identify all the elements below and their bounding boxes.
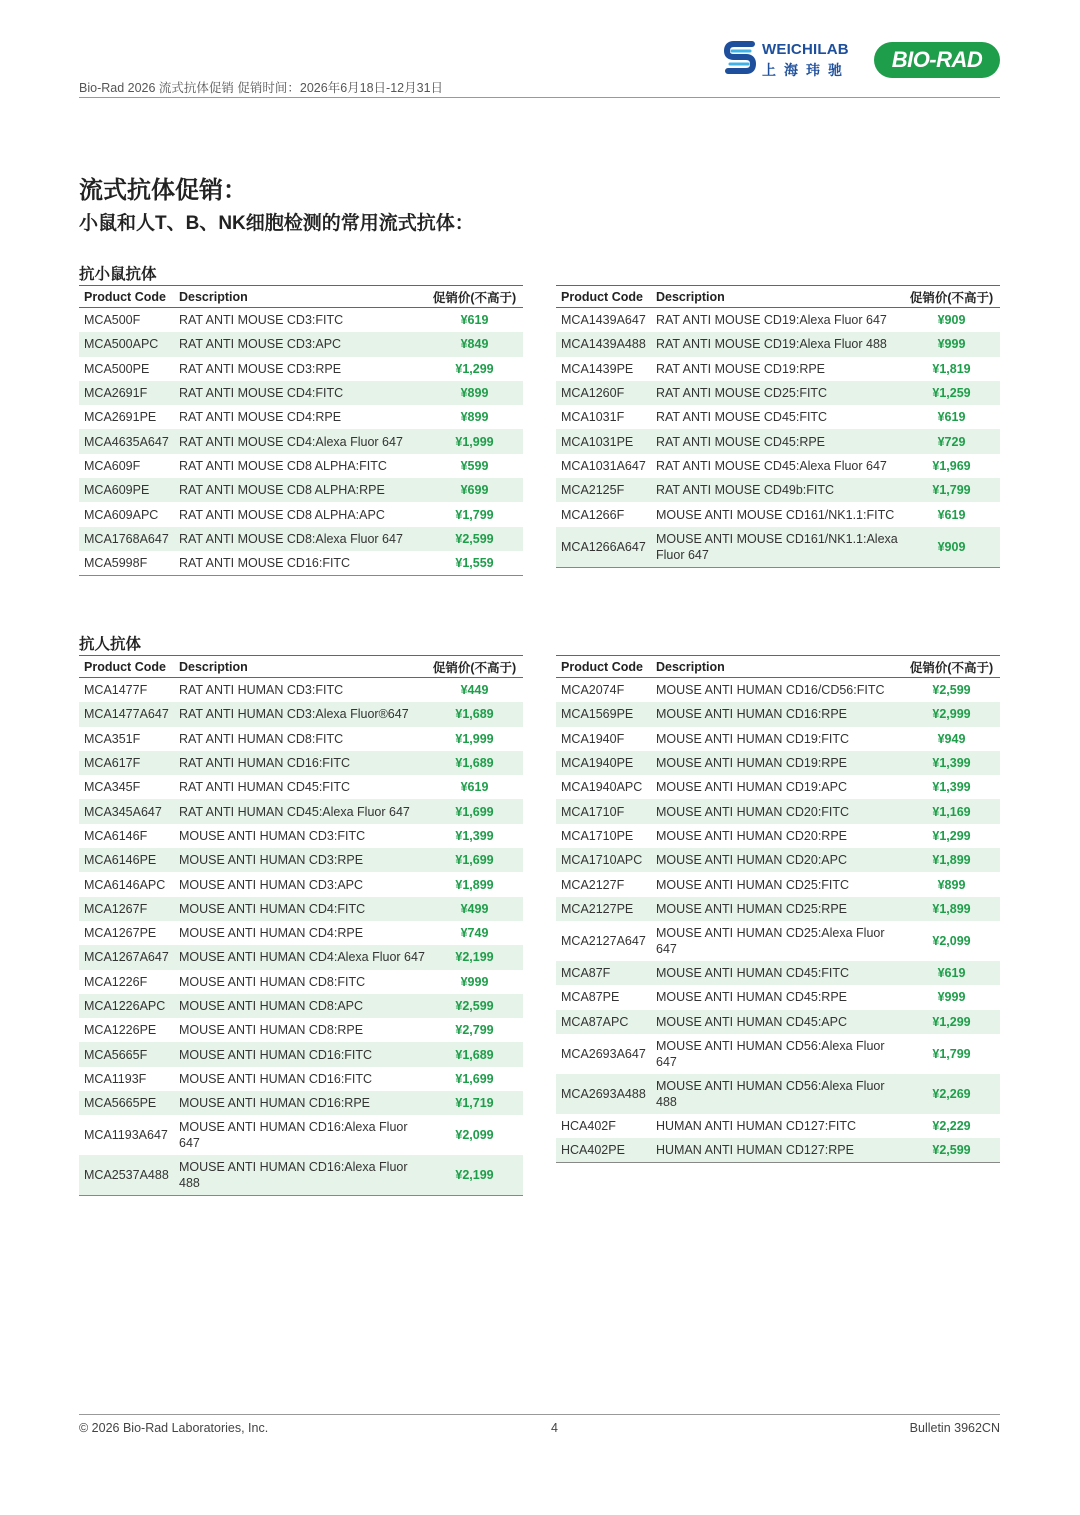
- product-description: MOUSE ANTI HUMAN CD16:RPE: [174, 1091, 426, 1115]
- promo-price: ¥1,899: [903, 848, 1000, 872]
- promo-price: ¥1,399: [932, 780, 971, 795]
- table-row: [556, 308, 1000, 333]
- product-code: MCA1940PE: [556, 751, 651, 775]
- promo-price: ¥999: [937, 990, 966, 1005]
- promo-price: ¥1,299: [455, 361, 494, 376]
- product-description: RAT ANTI MOUSE CD19:Alexa Fluor 488: [651, 332, 903, 356]
- product-code: MCA5665F: [79, 1042, 174, 1066]
- promo-price: ¥899: [426, 381, 523, 405]
- product-code: MCA6146APC: [84, 877, 166, 892]
- product-code: HCA402PE: [556, 1138, 651, 1163]
- product-code: MCA1031PE: [556, 429, 651, 453]
- product-description: RAT ANTI HUMAN CD3:FITC: [179, 683, 344, 698]
- product-code: MCA2693A488: [556, 1074, 651, 1114]
- product-description: MOUSE ANTI HUMAN CD19:RPE: [651, 751, 903, 775]
- promo-price: ¥1,169: [903, 799, 1000, 823]
- promo-price: ¥1,899: [903, 897, 1000, 921]
- product-code: MCA2074F: [561, 683, 625, 698]
- promo-price: ¥619: [460, 313, 489, 328]
- promo-price: ¥1,899: [455, 877, 494, 892]
- column-header-price: 促销价(不高于): [426, 656, 523, 678]
- product-description: RAT ANTI MOUSE CD45:RPE: [651, 429, 903, 453]
- promo-price: ¥1,689: [426, 1042, 523, 1066]
- promo-price: ¥2,269: [903, 1074, 1000, 1114]
- product-description: RAT ANTI HUMAN CD16:FITC: [174, 751, 426, 775]
- product-code: MCA1267F: [79, 897, 174, 921]
- product-code: MCA609F: [84, 458, 141, 473]
- promo-price: ¥1,799: [903, 478, 1000, 502]
- table-row: [79, 1115, 523, 1155]
- product-description: RAT ANTI MOUSE CD8:Alexa Fluor 647: [174, 527, 426, 551]
- product-code: MCA609PE: [79, 478, 174, 502]
- table-row: [556, 1138, 1000, 1163]
- table-row: [79, 799, 523, 823]
- promo-price: ¥2,599: [932, 683, 971, 698]
- product-code: MCA617F: [79, 751, 174, 775]
- table-header-row: [556, 286, 1000, 308]
- product-code: MCA2127PE: [556, 897, 651, 921]
- product-code: MCA1260F: [556, 381, 651, 405]
- product-description: MOUSE ANTI HUMAN CD16:FITC: [179, 1071, 373, 1086]
- product-code: MCA1193F: [84, 1071, 147, 1086]
- product-description: MOUSE ANTI HUMAN CD25:Alexa Fluor 647: [656, 925, 885, 956]
- promo-price: ¥1,819: [932, 361, 971, 376]
- table-row: [79, 551, 523, 576]
- table-row: [556, 1114, 1000, 1138]
- product-code: MCA500APC: [79, 332, 174, 356]
- product-code: MCA1439A647: [561, 313, 646, 328]
- footer-copyright: © 2026 Bio-Rad Laboratories, Inc.: [79, 1421, 269, 1435]
- table-row: [556, 1010, 1000, 1034]
- promo-price: ¥2,599: [426, 527, 523, 551]
- product-code: MCA2537A488: [79, 1155, 174, 1196]
- column-header-description: Description: [174, 286, 426, 308]
- product-description: MOUSE ANTI HUMAN CD20:FITC: [651, 799, 903, 823]
- promo-price: ¥1,399: [455, 828, 494, 843]
- footer-bulletin: Bulletin 3962CN: [909, 1421, 1000, 1435]
- promo-price: ¥1,699: [426, 799, 523, 823]
- table-row: [556, 527, 1000, 568]
- product-code: MCA345F: [84, 780, 141, 795]
- product-description: RAT ANTI HUMAN CD45:FITC: [179, 780, 351, 795]
- table-row: [79, 872, 523, 896]
- product-description: MOUSE ANTI HUMAN CD8:APC: [174, 994, 426, 1018]
- product-code: MCA1439PE: [561, 361, 634, 376]
- table-row: [556, 961, 1000, 985]
- product-code: MCA1569PE: [556, 702, 651, 726]
- product-description: RAT ANTI MOUSE CD3:FITC: [179, 313, 344, 328]
- product-code: MCA1710PE: [561, 828, 634, 843]
- table-row: [556, 502, 1000, 526]
- promo-price: ¥1,299: [932, 828, 971, 843]
- table-row: [79, 921, 523, 945]
- promo-price: ¥1,699: [426, 848, 523, 872]
- biorad-logo: BIO-RAD: [874, 42, 1000, 78]
- product-description: MOUSE ANTI HUMAN CD16:Alexa Fluor 647: [179, 1120, 408, 1151]
- promo-price: ¥1,799: [932, 1046, 971, 1061]
- table-row: [79, 527, 523, 551]
- table-row: [556, 985, 1000, 1009]
- human-table-left: [79, 655, 523, 1196]
- promo-price: ¥2,199: [426, 1155, 523, 1196]
- product-code: MCA1477F: [84, 683, 148, 698]
- weichilab-s-icon: [724, 40, 756, 80]
- table-row: [79, 678, 523, 703]
- promo-price: ¥499: [426, 897, 523, 921]
- product-description: RAT ANTI MOUSE CD45:FITC: [656, 410, 828, 425]
- product-code: MCA1768A647: [79, 527, 174, 551]
- promo-price: ¥2,229: [932, 1119, 971, 1133]
- product-description: MOUSE ANTI MOUSE CD161/NK1.1:Alexa Fluor 647: [651, 527, 903, 568]
- product-code: MCA1226APC: [79, 994, 174, 1018]
- footer-divider: [79, 1414, 1000, 1415]
- product-description: MOUSE ANTI HUMAN CD19:FITC: [656, 731, 850, 746]
- promo-price: ¥1,969: [932, 458, 971, 473]
- promo-price: ¥1,689: [426, 702, 523, 726]
- promo-price: ¥1,999: [455, 731, 494, 746]
- table-row: [556, 405, 1000, 429]
- product-description: RAT ANTI HUMAN CD8:FITC: [179, 731, 344, 746]
- page-subtitle: 小鼠和人T、B、NK细胞检测的常用流式抗体：: [79, 213, 474, 234]
- table-row: [79, 824, 523, 848]
- product-description: RAT ANTI MOUSE CD8 ALPHA:FITC: [179, 458, 387, 473]
- product-description: MOUSE ANTI HUMAN CD45:APC: [651, 1010, 903, 1034]
- product-description: MOUSE ANTI HUMAN CD25:RPE: [651, 897, 903, 921]
- product-description: RAT ANTI MOUSE CD8 ALPHA:RPE: [174, 478, 426, 502]
- product-code: MCA1031F: [561, 410, 625, 425]
- table-row: [79, 1067, 523, 1091]
- product-description: MOUSE ANTI HUMAN CD45:FITC: [651, 961, 903, 985]
- product-description: MOUSE ANTI HUMAN CD8:RPE: [179, 1023, 364, 1038]
- column-header-code: Product Code: [79, 656, 174, 678]
- mouse-table-left: [79, 285, 523, 576]
- product-code: MCA2127A647: [561, 933, 646, 948]
- promo-price: ¥2,999: [903, 702, 1000, 726]
- product-description: RAT ANTI MOUSE CD45:Alexa Fluor 647: [656, 458, 887, 473]
- promo-price: ¥619: [903, 961, 1000, 985]
- table-row: [79, 994, 523, 1018]
- table-row: [79, 502, 523, 526]
- product-description: MOUSE ANTI HUMAN CD25:FITC: [656, 877, 850, 892]
- table-row: [79, 332, 523, 356]
- product-code: MCA1710APC: [556, 848, 651, 872]
- product-description: RAT ANTI MOUSE CD16:FITC: [174, 551, 426, 576]
- promo-price: ¥849: [426, 332, 523, 356]
- promo-price: ¥2,099: [455, 1128, 494, 1143]
- table-row: [79, 897, 523, 921]
- product-code: MCA1266A647: [556, 527, 651, 568]
- column-header-code: Product Code: [556, 656, 651, 678]
- column-header-price: 促销价(不高于): [426, 286, 523, 308]
- product-code: MCA1477A647: [79, 702, 174, 726]
- promo-price: ¥1,719: [426, 1091, 523, 1115]
- table-row: [556, 799, 1000, 823]
- promo-price: ¥1,259: [903, 381, 1000, 405]
- table-row: [556, 751, 1000, 775]
- table-row: [556, 848, 1000, 872]
- promo-price: ¥729: [903, 429, 1000, 453]
- product-code: MCA345A647: [79, 799, 174, 823]
- product-code: MCA5665PE: [79, 1091, 174, 1115]
- table-row: [79, 357, 523, 381]
- header-divider: [79, 97, 1000, 98]
- table-row: [79, 945, 523, 969]
- product-code: MCA87F: [556, 961, 651, 985]
- product-description: MOUSE ANTI HUMAN CD16:FITC: [174, 1042, 426, 1066]
- table-row: [556, 775, 1000, 799]
- table-header-row: [79, 286, 523, 308]
- product-code: MCA1031A647: [561, 458, 646, 473]
- product-description: MOUSE ANTI HUMAN CD16:Alexa Fluor 488: [174, 1155, 426, 1196]
- product-description: MOUSE ANTI HUMAN CD4:Alexa Fluor 647: [174, 945, 426, 969]
- product-description: MOUSE ANTI HUMAN CD20:RPE: [656, 828, 848, 843]
- product-description: RAT ANTI MOUSE CD19:Alexa Fluor 647: [656, 313, 887, 328]
- promo-price: ¥699: [426, 478, 523, 502]
- column-header-description: Description: [651, 656, 903, 678]
- product-code: MCA1940F: [561, 731, 625, 746]
- product-description: RAT ANTI MOUSE CD4:Alexa Fluor 647: [174, 429, 426, 453]
- product-description: MOUSE ANTI HUMAN CD20:APC: [651, 848, 903, 872]
- product-code: MCA1226PE: [84, 1023, 157, 1038]
- table-row: [556, 1074, 1000, 1114]
- human-section-title: 抗人抗体: [79, 636, 142, 653]
- table-row: [556, 921, 1000, 961]
- table-row: [556, 702, 1000, 726]
- promo-price: ¥619: [937, 410, 966, 425]
- product-description: RAT ANTI MOUSE CD19:RPE: [656, 361, 826, 376]
- promo-price: ¥1,999: [426, 429, 523, 453]
- table-row: [79, 1018, 523, 1042]
- table-row: [556, 872, 1000, 896]
- table-row: [79, 1091, 523, 1115]
- column-header-description: Description: [651, 286, 903, 308]
- product-code: MCA4635A647: [79, 429, 174, 453]
- table-row: [79, 702, 523, 726]
- mouse-table-right: [556, 285, 1000, 568]
- table-row: [556, 381, 1000, 405]
- column-header-price: 促销价(不高于): [903, 656, 1000, 678]
- promo-price: ¥2,599: [426, 994, 523, 1018]
- product-code: MCA1267A647: [79, 945, 174, 969]
- header-promo-text: Bio-Rad 2026 流式抗体促销 促销时间：2026年6月18日-12月31日: [79, 81, 444, 95]
- product-description: MOUSE ANTI HUMAN CD16/CD56:FITC: [656, 683, 885, 698]
- product-description: MOUSE ANTI HUMAN CD56:Alexa Fluor 647: [656, 1038, 885, 1069]
- product-description: MOUSE ANTI HUMAN CD4:RPE: [179, 926, 364, 941]
- product-description: HUMAN ANTI HUMAN CD127:FITC: [656, 1119, 857, 1133]
- product-description: MOUSE ANTI HUMAN CD19:APC: [656, 780, 848, 795]
- product-code: MCA500F: [84, 313, 141, 328]
- promo-price: ¥1,299: [903, 1010, 1000, 1034]
- weichilab-name: WEICHILAB: [762, 41, 849, 58]
- product-description: RAT ANTI MOUSE CD4:FITC: [174, 381, 426, 405]
- product-description: MOUSE ANTI HUMAN CD45:RPE: [656, 990, 848, 1005]
- table-row: [79, 429, 523, 453]
- product-description: RAT ANTI HUMAN CD45:Alexa Fluor 647: [174, 799, 426, 823]
- promo-price: ¥1,559: [426, 551, 523, 576]
- promo-price: ¥619: [937, 507, 966, 522]
- promo-price: ¥1,799: [455, 507, 494, 522]
- promo-price: ¥909: [903, 527, 1000, 568]
- product-code: MCA2127F: [561, 877, 625, 892]
- promo-price: ¥1,689: [426, 751, 523, 775]
- product-code: MCA500PE: [84, 361, 150, 376]
- table-row: [79, 1042, 523, 1066]
- table-row: [556, 897, 1000, 921]
- product-description: RAT ANTI MOUSE CD8 ALPHA:APC: [179, 507, 385, 522]
- table-row: [79, 381, 523, 405]
- product-code: MCA1266F: [561, 507, 625, 522]
- promo-price: ¥2,799: [455, 1023, 494, 1038]
- table-row: [79, 454, 523, 478]
- table-row: [556, 727, 1000, 751]
- product-code: MCA1267PE: [84, 926, 157, 941]
- product-description: RAT ANTI HUMAN CD3:Alexa Fluor®647: [174, 702, 426, 726]
- product-code: MCA6146PE: [79, 848, 174, 872]
- product-description: MOUSE ANTI HUMAN CD8:FITC: [179, 974, 366, 989]
- product-code: MCA2691PE: [84, 410, 157, 425]
- product-code: MCA1226F: [84, 974, 148, 989]
- table-row: [556, 332, 1000, 356]
- product-code: MCA1940APC: [561, 780, 643, 795]
- product-code: MCA351F: [84, 731, 141, 746]
- product-code: MCA609APC: [84, 507, 159, 522]
- product-code: MCA87PE: [561, 990, 620, 1005]
- product-description: MOUSE ANTI HUMAN CD4:FITC: [174, 897, 426, 921]
- table-row: [556, 478, 1000, 502]
- product-description: HUMAN ANTI HUMAN CD127:RPE: [651, 1138, 903, 1163]
- page-title: 流式抗体促销：: [79, 177, 247, 204]
- product-description: MOUSE ANTI HUMAN CD3:RPE: [174, 848, 426, 872]
- table-row: [556, 678, 1000, 703]
- promo-price: ¥449: [460, 683, 489, 698]
- product-description: MOUSE ANTI HUMAN CD16:RPE: [651, 702, 903, 726]
- footer-page-number: 4: [551, 1421, 558, 1435]
- promo-price: ¥909: [937, 313, 966, 328]
- weichilab-cn-name: 上海玮驰: [762, 62, 850, 78]
- table-row: [556, 824, 1000, 848]
- promo-price: ¥2,599: [903, 1138, 1000, 1163]
- table-row: [79, 727, 523, 751]
- promo-price: ¥899: [460, 410, 489, 425]
- promo-price: ¥599: [460, 458, 489, 473]
- table-row: [79, 1155, 523, 1196]
- promo-price: ¥619: [460, 780, 489, 795]
- product-description: RAT ANTI MOUSE CD3:APC: [174, 332, 426, 356]
- table-row: [79, 970, 523, 994]
- promo-price: ¥949: [937, 731, 966, 746]
- product-description: MOUSE ANTI HUMAN CD3:APC: [179, 877, 364, 892]
- product-code: MCA5998F: [79, 551, 174, 576]
- promo-price: ¥999: [460, 974, 489, 989]
- promo-price: ¥2,199: [426, 945, 523, 969]
- column-header-code: Product Code: [556, 286, 651, 308]
- table-header-row: [79, 656, 523, 678]
- promo-price: ¥1,399: [903, 751, 1000, 775]
- product-description: RAT ANTI MOUSE CD3:RPE: [179, 361, 342, 376]
- product-code: MCA87APC: [556, 1010, 651, 1034]
- promo-price: ¥2,099: [932, 933, 971, 948]
- table-row: [556, 357, 1000, 381]
- table-header-row: [556, 656, 1000, 678]
- table-row: [79, 478, 523, 502]
- human-table-right: [556, 655, 1000, 1163]
- table-row: [79, 751, 523, 775]
- column-header-price: 促销价(不高于): [903, 286, 1000, 308]
- product-description: RAT ANTI MOUSE CD25:FITC: [651, 381, 903, 405]
- promo-price: ¥899: [937, 877, 966, 892]
- product-code: HCA402F: [561, 1119, 616, 1133]
- weichilab-logo: [724, 40, 864, 82]
- table-row: [79, 405, 523, 429]
- product-code: MCA2125F: [556, 478, 651, 502]
- mouse-section-title: 抗小鼠抗体: [79, 266, 157, 283]
- product-description: MOUSE ANTI HUMAN CD56:Alexa Fluor 488: [651, 1074, 903, 1114]
- product-description: RAT ANTI MOUSE CD4:RPE: [179, 410, 342, 425]
- column-header-code: Product Code: [79, 286, 174, 308]
- promo-price: ¥749: [460, 926, 489, 941]
- product-code: MCA1710F: [556, 799, 651, 823]
- product-description: RAT ANTI MOUSE CD49b:FITC: [651, 478, 903, 502]
- table-row: [79, 775, 523, 799]
- product-description: MOUSE ANTI MOUSE CD161/NK1.1:FITC: [656, 507, 895, 522]
- table-row: [79, 848, 523, 872]
- column-header-description: Description: [174, 656, 426, 678]
- product-code: MCA1193A647: [84, 1128, 168, 1143]
- table-row: [556, 429, 1000, 453]
- table-row: [556, 1034, 1000, 1074]
- promo-price: ¥1,699: [455, 1071, 494, 1086]
- product-code: MCA2693A647: [561, 1046, 646, 1061]
- table-row: [79, 308, 523, 333]
- product-code: MCA6146F: [84, 828, 148, 843]
- product-code: MCA2691F: [79, 381, 174, 405]
- table-row: [556, 454, 1000, 478]
- product-description: MOUSE ANTI HUMAN CD3:FITC: [179, 828, 366, 843]
- promo-price: ¥999: [903, 332, 1000, 356]
- product-code: MCA1439A488: [556, 332, 651, 356]
